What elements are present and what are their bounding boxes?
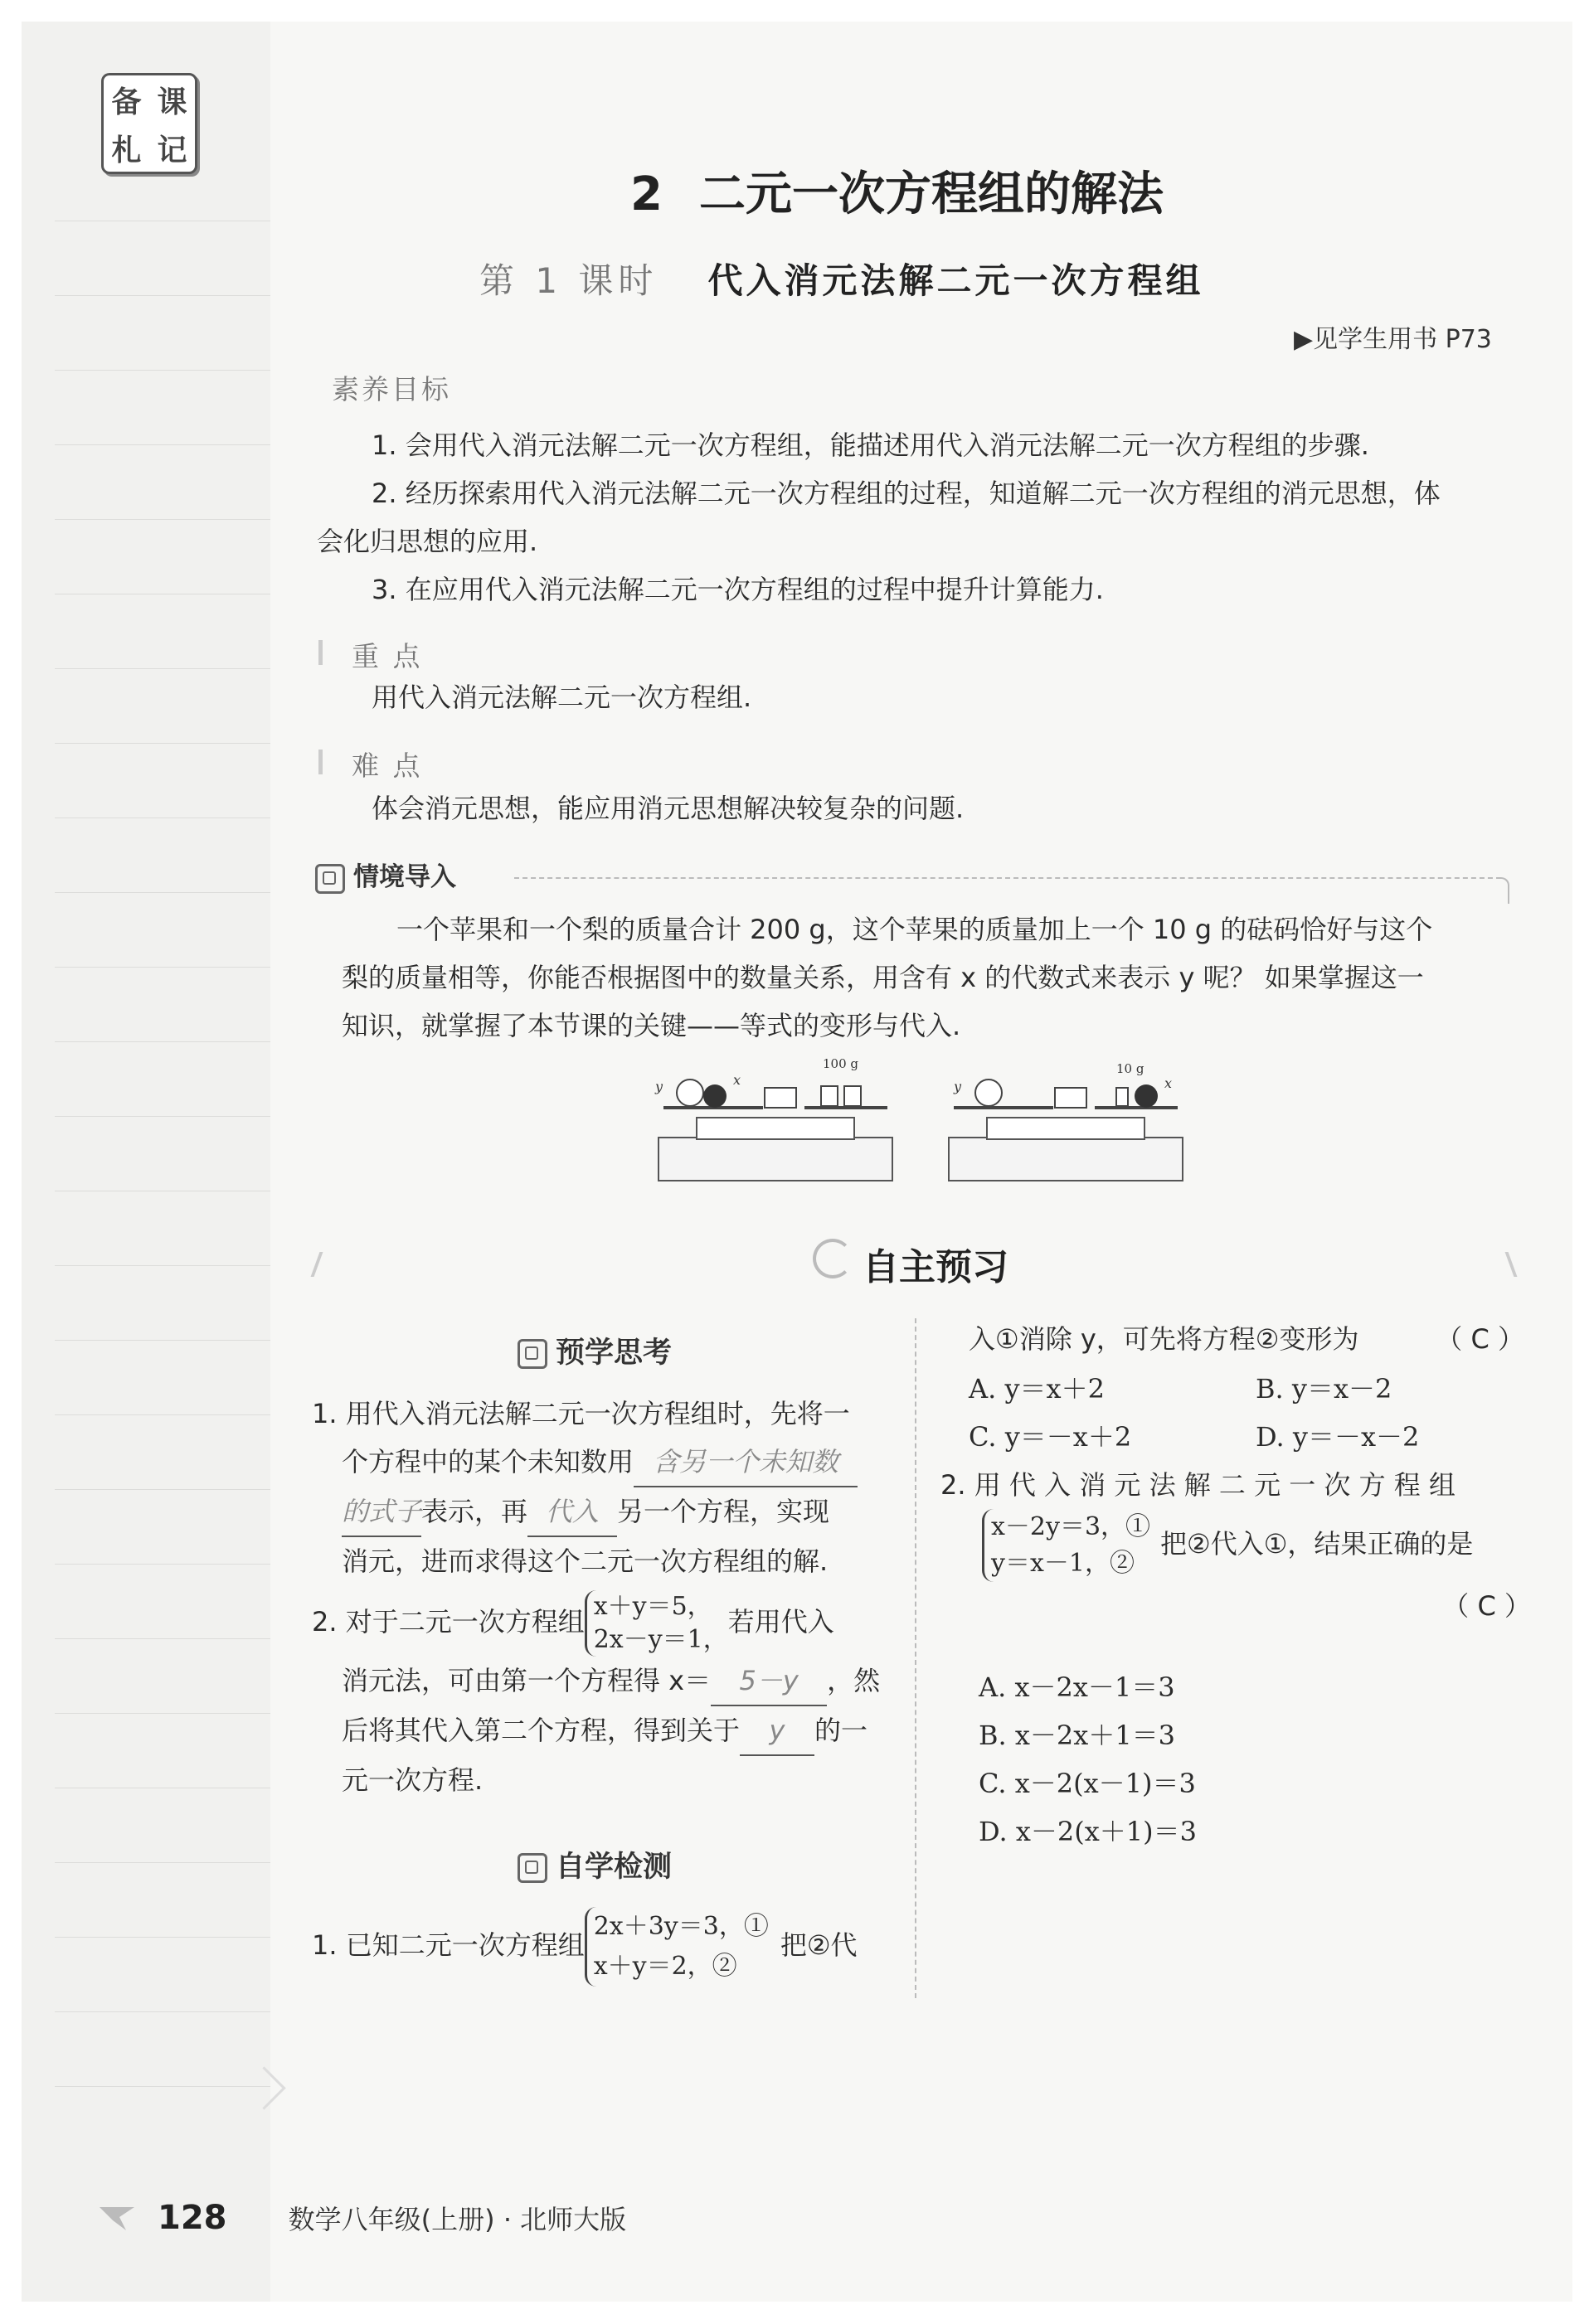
goal-item: 3. 在应用代入消元法解二元一次方程组的过程中提升计算能力. xyxy=(372,574,1104,605)
student-book-ref: ▶见学生用书 P73 xyxy=(1294,325,1492,354)
check-q1-answer: （ C ） xyxy=(1436,1323,1524,1355)
option-b: B. y＝x－2 xyxy=(1256,1373,1392,1405)
check-q2-options xyxy=(979,1663,1476,1856)
check-q1-stem: 1. 已知二元一次方程组 2x＋3y＝3，① x＋y＝2，② 把②代 xyxy=(312,1907,909,1987)
goals-list xyxy=(317,421,1528,614)
lesson-title: 2 二元一次方程组的解法 xyxy=(630,167,1164,221)
check-q1-cont: 入①消除 y，可先将方程②变形为 （ C ） xyxy=(969,1315,1524,1363)
section-icon xyxy=(813,1239,853,1278)
fig1-x-label: x xyxy=(733,1072,741,1088)
fig1-weight-label: 100 g xyxy=(823,1056,859,1071)
goal-item: 1. 会用代入消元法解二元一次方程组，能描述用代入消元法解二元一次方程组的步骤. xyxy=(372,429,1369,461)
answer-blank: 的式子 xyxy=(342,1487,421,1537)
beike-zhaji-badge: 备 课 札 记 xyxy=(101,73,197,174)
key-point-text: 用代入消元法解二元一次方程组. xyxy=(372,682,752,713)
page-footer xyxy=(158,2199,626,2237)
preview-q2: 2. 对于二元一次方程组 x＋y＝5， 2x－y＝1， 若用代入 消元法，可由第一个方程得 x＝ 5－y ，然 后将其代入第二个方程，得到关于 y 的一 元一次方程. xyxy=(312,1592,881,1796)
lesson-subtitle: 第 1 课时 代入消元法解二元一次方程组 xyxy=(479,260,1204,301)
check-q1-options xyxy=(969,1365,1533,1461)
answer-blank: 含另一个未知数 xyxy=(634,1438,858,1487)
balance-scale-1 xyxy=(654,1056,892,1181)
preview-icon xyxy=(518,1339,547,1369)
option-a: A. x－2x－1＝3 xyxy=(979,1671,1175,1703)
check-heading: 自学检测 xyxy=(518,1844,672,1885)
book-title: 数学八年级(上册) · 北师大版 xyxy=(288,2204,627,2235)
fig2-weight-label: 10 g xyxy=(1116,1061,1144,1076)
column-divider xyxy=(915,1318,916,1998)
intro-label: 情境导入 xyxy=(315,856,456,894)
fig2-y-label: y xyxy=(954,1079,962,1094)
goals-label: 素养目标 xyxy=(332,373,451,405)
option-a: A. y＝x＋2 xyxy=(969,1373,1105,1405)
answer-blank: y xyxy=(740,1706,814,1756)
balance-scale-2 xyxy=(949,1061,1183,1181)
option-c: C. x－2(x－1)＝3 xyxy=(979,1768,1196,1799)
goal-item: 会化归思想的应用. xyxy=(317,526,538,557)
fig1-y-label: y xyxy=(655,1079,663,1094)
balance-scales-figure xyxy=(647,1051,1211,1184)
check-icon xyxy=(518,1853,547,1883)
answer-blank: 5－y xyxy=(711,1657,827,1706)
option-c: C. y＝－x＋2 xyxy=(969,1421,1132,1453)
preview-heading: 预学思考 xyxy=(518,1330,672,1371)
preview-q1: 1. 用代入消元法解二元一次方程组时，先将一 个方程中的某个未知数用 含另一个未知数 的式子表示，再 代入 另一个方程，实现 消元，进而求得这个二元一次方程组的解. xyxy=(312,1390,901,1585)
option-b: B. x－2x＋1＝3 xyxy=(979,1720,1176,1751)
check-q2-answer: （ C ） xyxy=(1442,1590,1531,1622)
difficulty-text: 体会消元思想，能应用消元思想解决较复杂的问题. xyxy=(372,793,965,824)
page-number: 128 xyxy=(158,2199,227,2237)
option-d: D. y＝－x－2 xyxy=(1256,1421,1420,1453)
notes-margin xyxy=(22,22,270,2302)
intro-icon xyxy=(315,864,345,894)
intro-text: 一个苹果和一个梨的质量合计 200 g，这个苹果的质量加上一个 10 g 的砝码恰好与这个 梨的质量相等，你能否根据图中的数量关系，用含有 x 的代数式来表示 y 呢？ 如果掌握这一 知识，就掌握了本节课的关键——等式的变形与代入. xyxy=(342,914,1433,1041)
fig2-x-label: x xyxy=(1164,1075,1173,1091)
option-d: D. x－2(x＋1)＝3 xyxy=(979,1816,1198,1847)
goal-item: 2. 经历探索用代入消元法解二元一次方程组的过程，知道解二元一次方程组的消元思想，体 xyxy=(372,478,1441,509)
section-title: 自主预习 xyxy=(863,1246,1008,1288)
page-corner-icon xyxy=(96,2200,138,2234)
difficulty-label: 难 点 xyxy=(352,750,423,782)
answer-blank: 代入 xyxy=(527,1487,617,1537)
key-point-label: 重 点 xyxy=(352,640,423,672)
check-q2: 2. 用 代 入 消 元 法 解 二 元 一 次 方 程 组 x－2y＝3，① y＝x－1，② 把②代入①，结果正确的是 （ C ） xyxy=(940,1461,1531,1630)
